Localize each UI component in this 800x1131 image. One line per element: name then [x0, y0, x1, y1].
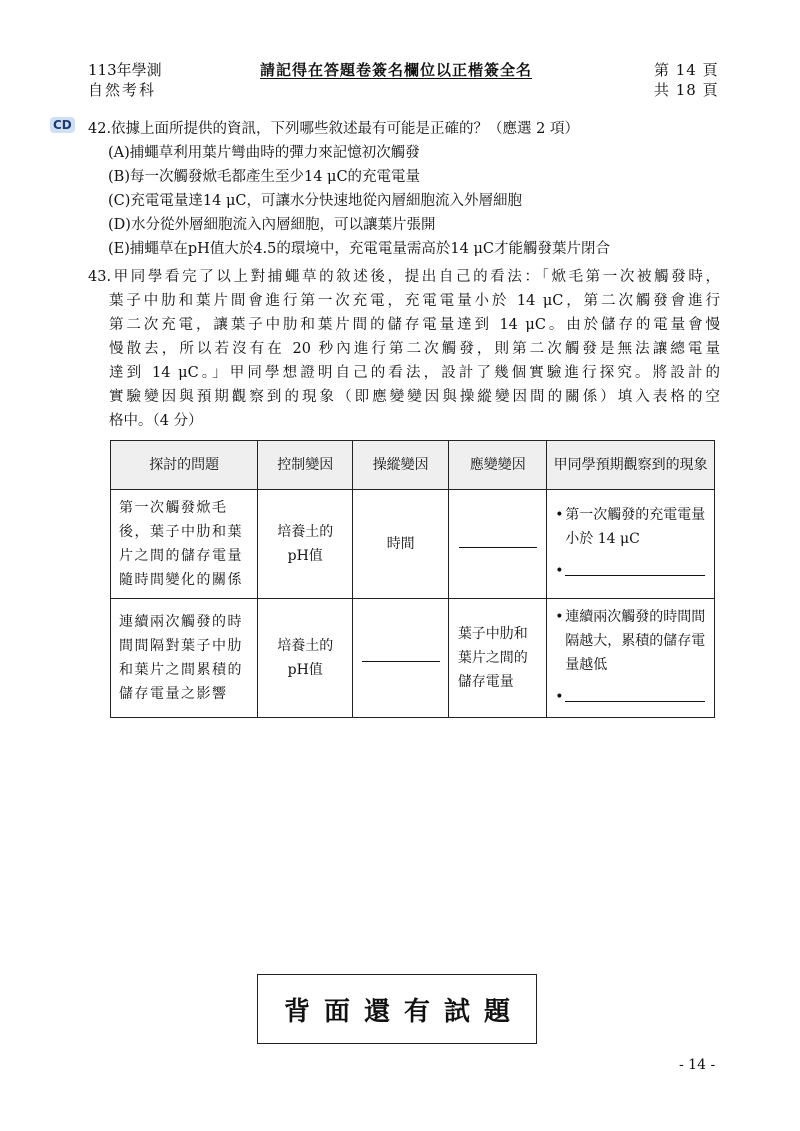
question-43-line: 葉子中肋和葉片間會進行第一次充電，充電電量小於 14 μC，第二次觸發會進行 [109, 293, 720, 309]
row-question: 連續兩次觸發的時間間隔對葉子中肋和葉片之間累積的儲存電量之影響 [111, 599, 258, 718]
row-manipulated: 時間 [353, 490, 449, 599]
back-side-notice: 背面還有試題 [283, 996, 524, 1027]
row-manipulated-blank[interactable] [353, 599, 449, 718]
observation-text: 連續兩次觸發的時間間隔越大，累積的儲存電量越低 [565, 609, 706, 673]
observation-item: • 連續兩次觸發的時間間隔越大，累積的儲存電量越低 [555, 605, 708, 677]
observation-item: • 第一次觸發的充電電量小於 14 μC [555, 503, 708, 551]
header-expected-observation: 甲同學預期觀察到的現象 [547, 441, 715, 490]
row-observation [547, 490, 715, 599]
row-responding-blank[interactable] [449, 490, 547, 599]
row-question: 第一次觸發焮毛後，葉子中肋和葉片之間的儲存電量隨時間變化的關係 [111, 490, 258, 599]
observation-text: 第一次觸發的充電電量小於 14 μC [565, 507, 706, 547]
row-control-text: 培養土的pH值 [277, 638, 334, 678]
observation-blank-item[interactable]: • [555, 685, 708, 709]
question-42-stem: 42.依據上面所提供的資訊，下列哪些敘述最有可能是正確的？（應選 2 項） [88, 121, 580, 137]
row-observation [547, 599, 715, 718]
question-43-line: 格中。（4 分） [109, 413, 203, 429]
header-exam-name: 113年學測 [88, 61, 162, 79]
row-responding [449, 599, 547, 718]
question-43-line: 實驗變因與預期觀察到的現象（即應變變因與操縱變因間的關係）填入表格的空 [109, 389, 720, 405]
answer-blank[interactable] [565, 559, 705, 576]
option-e: (E)捕蠅草在pH值大於4.5的環境中，充電電量需高於14 μC才能觸發葉片閉合 [108, 241, 610, 257]
table-row [111, 599, 715, 718]
row-control-text: 培養土的pH值 [277, 524, 334, 564]
option-b: (B)每一次觸發焮毛都產生至少14 μC的充電電量 [108, 169, 421, 185]
row-control [258, 599, 353, 718]
back-side-notice-box [257, 974, 537, 1044]
answer-blank[interactable] [565, 685, 705, 702]
table-header-row [111, 441, 715, 490]
row-control [258, 490, 353, 599]
cd-badge: CD [50, 117, 75, 133]
answer-blank[interactable] [362, 660, 440, 662]
question-43-line: 慢散去，所以若沒有在 20 秒內進行第二次觸發，則第二次觸發是無法讓總電量 [109, 341, 720, 357]
observation-blank-item[interactable]: • [555, 559, 708, 583]
header-manipulated-variable: 操縱變因 [353, 441, 449, 490]
question-43-line: 第二次充電，讓葉子中肋和葉片間的儲存電量達到 14 μC。由於儲存的電量會慢 [109, 317, 720, 333]
question-43-line: 43.甲同學看完了以上對捕蠅草的敘述後，提出自己的看法：「焮毛第一次被觸發時， [88, 269, 720, 285]
option-a: (A)捕蠅草利用葉片彎曲時的彈力來記憶初次觸發 [108, 145, 420, 161]
header-responding-variable: 應變變因 [449, 441, 547, 490]
option-d: (D)水分從外層細胞流入內層細胞，可以讓葉片張開 [108, 217, 436, 233]
question-43 [88, 265, 720, 433]
header-question: 探討的問題 [111, 441, 258, 490]
header-control-variable: 控制變因 [258, 441, 353, 490]
question-43-line: 達到 14 μC。」甲同學想證明自己的看法，設計了幾個實驗進行探究。將設計的 [109, 365, 720, 381]
table-row [111, 490, 715, 599]
row-responding-text: 葉子中肋和葉片之間的儲存電量 [457, 626, 528, 690]
header-sign-notice: 請記得在答題卷簽名欄位以正楷簽全名 [260, 61, 533, 79]
experiment-table [110, 440, 715, 718]
header-page: 第 14 頁 [654, 61, 719, 79]
question-42 [88, 117, 728, 261]
header-total-pages: 共 18 頁 [654, 81, 719, 99]
page-number: - 14 - [679, 1057, 716, 1073]
answer-blank[interactable] [459, 546, 537, 548]
option-c: (C)充電電量達14 μC，可讓水分快速地從內層細胞流入外層細胞 [108, 193, 522, 209]
header-subject: 自然考科 [88, 81, 157, 99]
